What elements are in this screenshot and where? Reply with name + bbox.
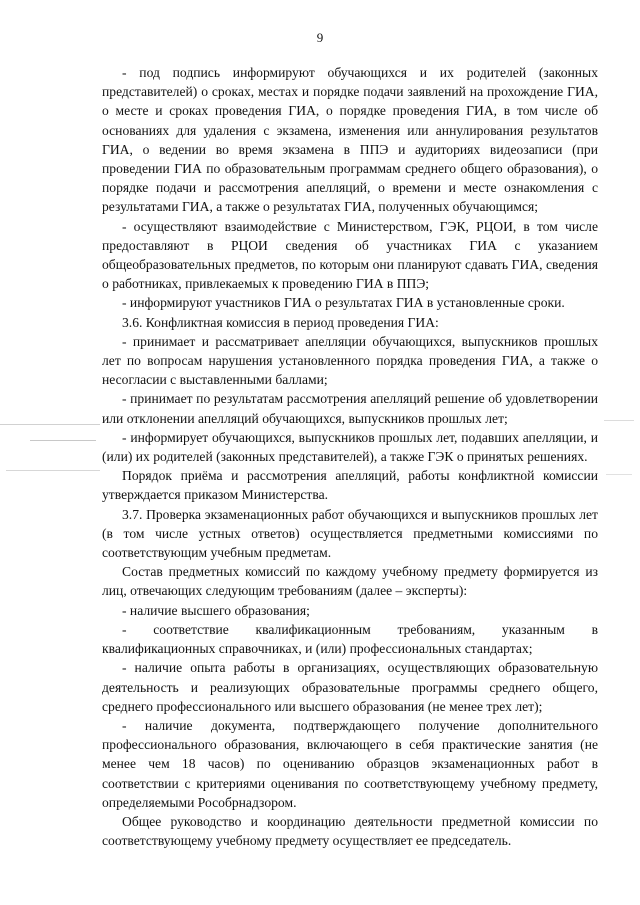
scan-artifact-line	[604, 420, 634, 421]
requirement-experience: - наличие опыта работы в организациях, осуществляющих образовательную деятельность и реализующих образовательные программы среднего общего, среднего профессионального или высшего образования (не менее трех лет);	[102, 660, 598, 714]
paragraph-appeal-procedure: Порядок приёма и рассмотрения апелляций, работы конфликтной комиссии утверждается приказом Министерства.	[102, 468, 598, 503]
scan-artifact-line	[606, 474, 632, 475]
paragraph-commission-chair: Общее руководство и координацию деятельности предметной комиссии по соответствующему учебному предмету осуществляет ее председатель.	[102, 813, 598, 849]
document-body	[102, 63, 598, 850]
paragraph-interaction: - осуществляют взаимодействие с Министерством, ГЭК, РЦОИ, в том числе предоставляют в РЦОИ сведения об участниках ГИА с указанием общеобразовательных предметов, по которым они планируют сдавать ГИА, сведения о работниках, привлекаемых к проведению ГИА в ППЭ;	[102, 218, 598, 292]
section-heading-3-6: 3.6. Конфликтная комиссия в период проведения ГИА:	[122, 314, 439, 330]
paragraph-inform-students: - под подпись информируют обучающихся и их родителей (законных представителей) о сроках, местах и порядке подачи заявлений на прохождение ГИА, о месте и сроках проведения ГИА, о порядке проведения ГИА, в том числе об основаниях для удаления с экзамена, изменения или аннулирования результатов ГИА, о ведении во время экзамена в ППЭ и аудиториях видеозаписи (при проведении ГИА по образовательным программам среднего общего образования), о порядке подачи и рассмотрения апелляций, о времени и месте ознакомления с результатами ГИА, а также о результатах ГИА, полученных обучающимся;	[102, 65, 598, 215]
page-number: 9	[316, 30, 324, 45]
paragraph-decision-appeals: - принимает по результатам рассмотрения апелляций решение об удовлетворении или отклонении апелляций обучающихся, выпускников прошлых лет;	[102, 391, 598, 426]
scan-artifact-line	[0, 424, 100, 425]
scan-artifact-line	[6, 470, 100, 471]
requirement-qualification: - соответствие квалификационным требованиям, указанным в квалификационных справочниках, и (или) профессиональных стандартах;	[102, 621, 598, 657]
requirement-higher-education: - наличие высшего образования;	[122, 602, 310, 618]
paragraph-accept-appeals: - принимает и рассматривает апелляции обучающихся, выпускников прошлых лет по вопросам нарушения установленного порядка проведения ГИА, а также о несогласии с выставленными баллами;	[102, 333, 598, 388]
section-heading-3-7: 3.7. Проверка экзаменационных работ обучающихся и выпускников прошлых лет (в том числе устных ответов) осуществляется предметными комиссиями по соответствующим учебным предметам.	[102, 506, 598, 561]
scan-artifact-line	[30, 440, 96, 441]
paragraph-inform-results: - информируют участников ГИА о результатах ГИА в установленные сроки.	[122, 295, 565, 311]
paragraph-inform-decisions: - информирует обучающихся, выпускников прошлых лет, подавших апелляции, и (или) их родителей (законных представителей), а также ГЭК о принятых решениях.	[102, 429, 598, 465]
requirement-additional-education: - наличие документа, подтверждающего получение дополнительного профессионального образования, включающего в себя практические занятия (не менее чем 18 часов) по оцениванию образцов экзаменационных работ в соответствии с критериями оценивания по соответствующему учебному предмету, определяемыми Рособрнадзором.	[102, 717, 598, 810]
paragraph-commission-composition: Состав предметных комиссий по каждому учебному предмету формируется из лиц, отвечающих следующим требованиям (далее – эксперты):	[102, 564, 598, 599]
